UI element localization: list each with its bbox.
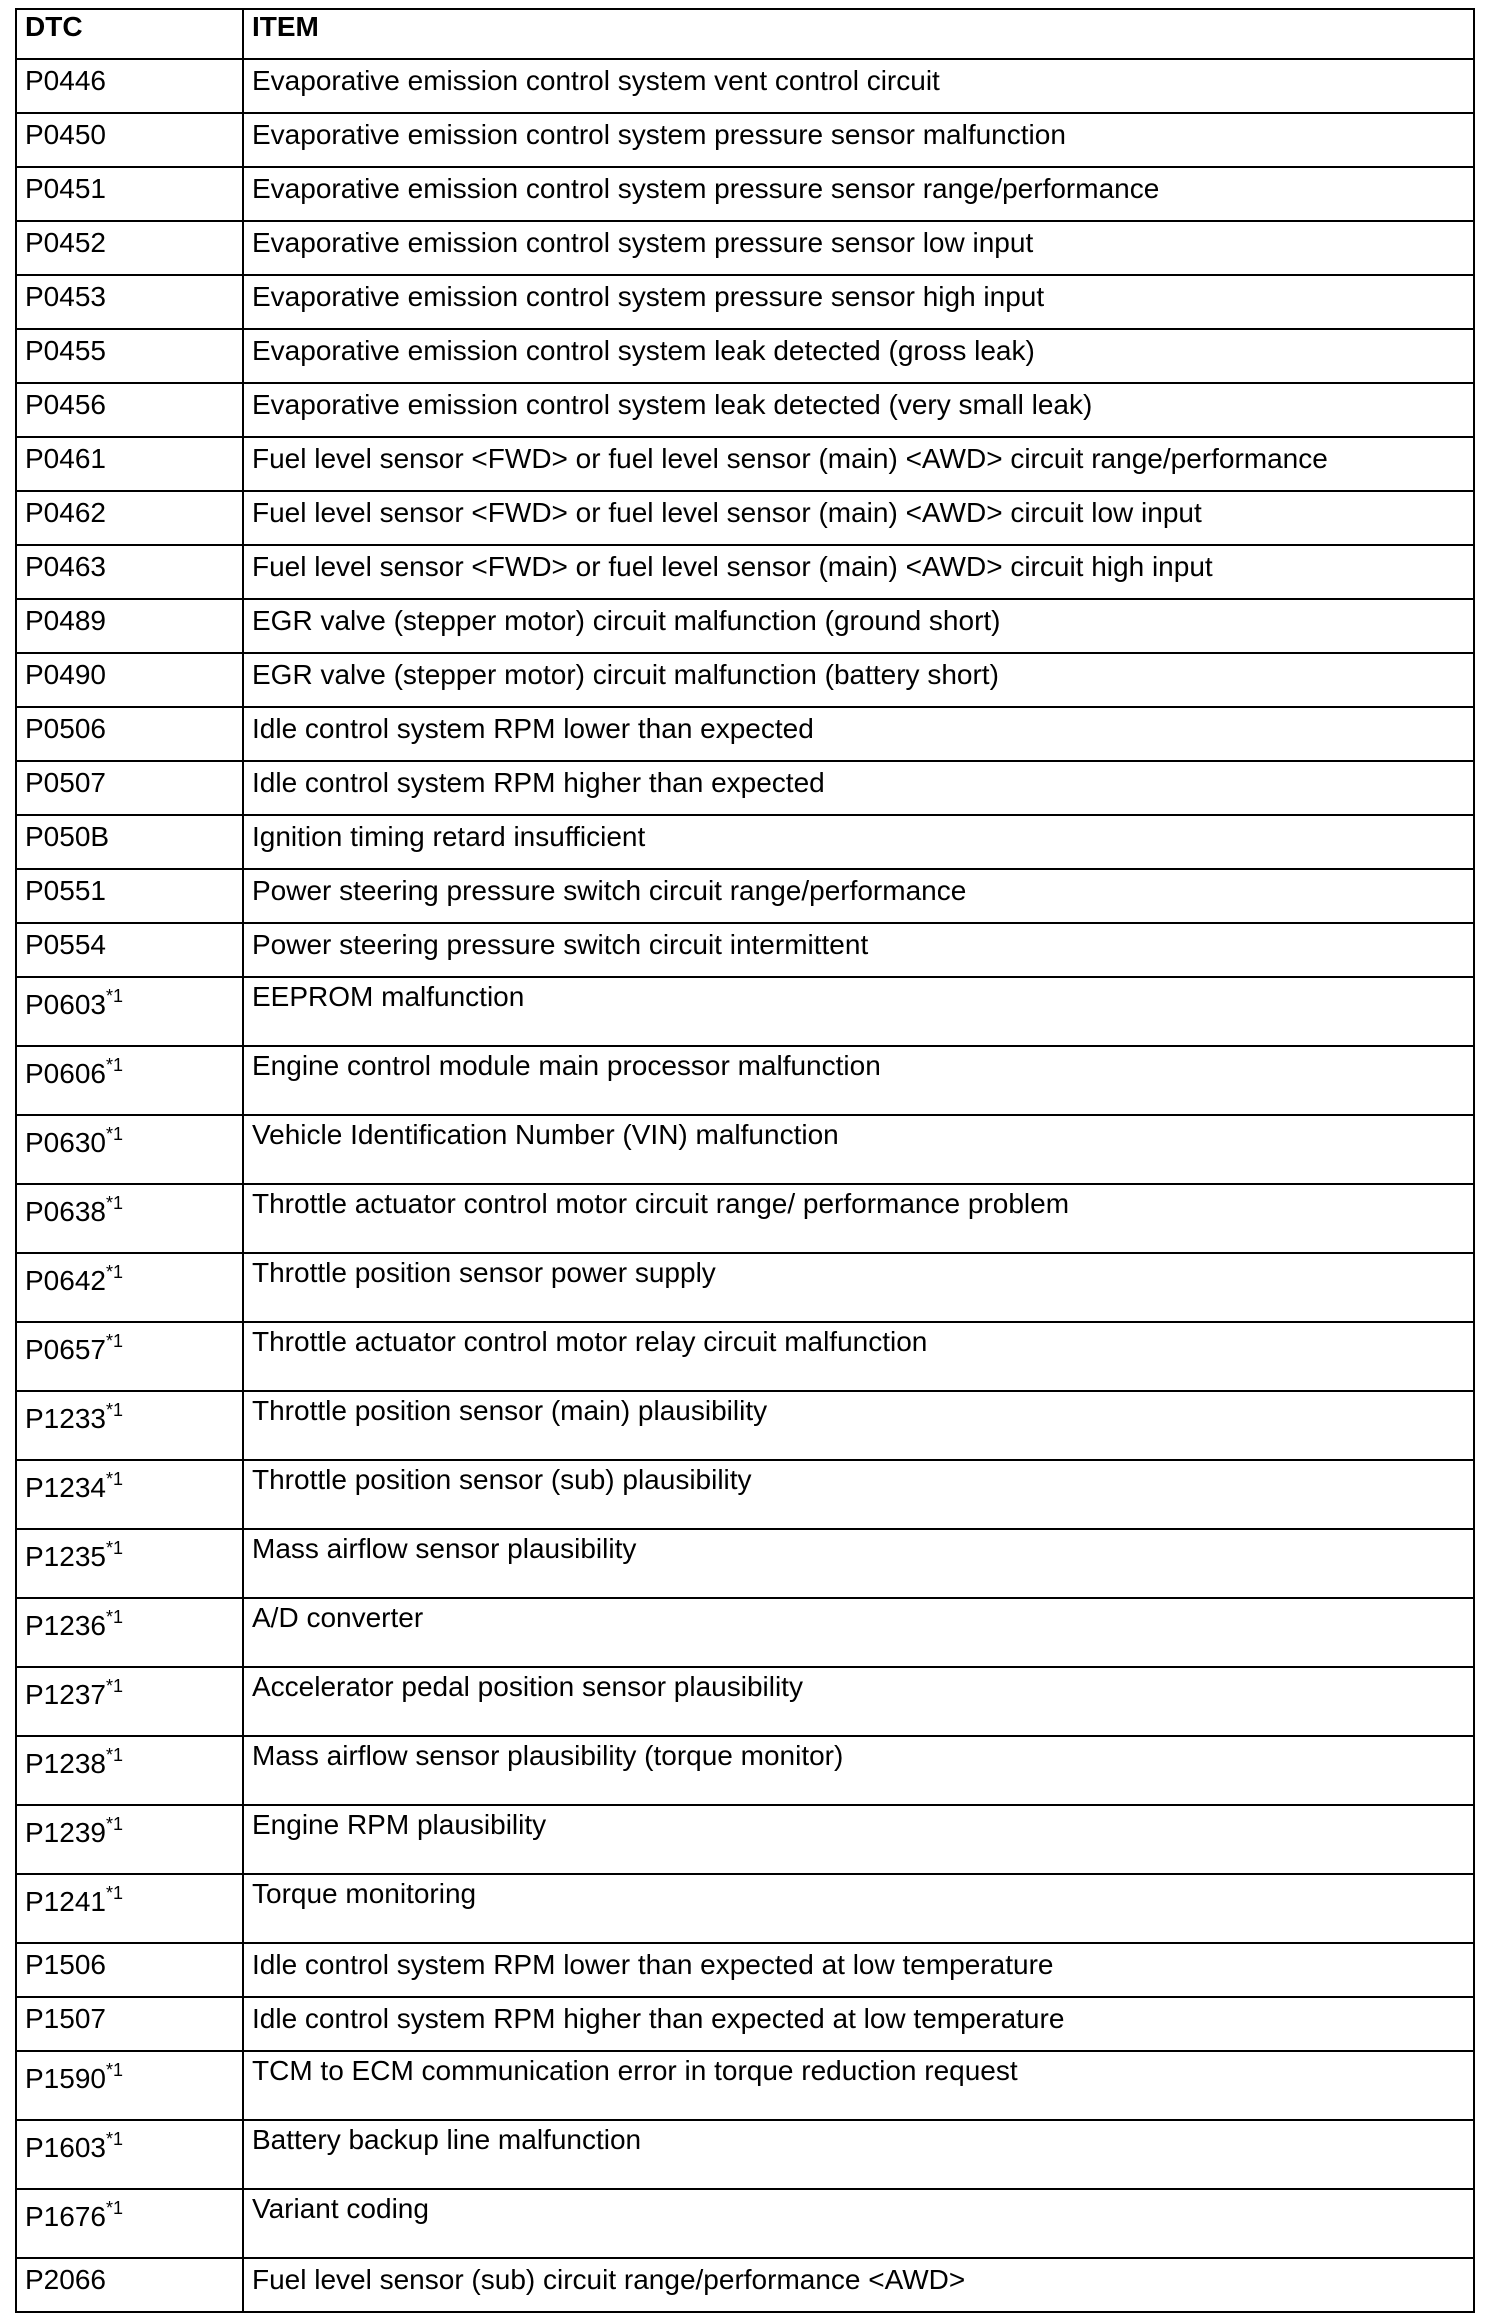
dtc-code-cell (16, 869, 243, 923)
dtc-code-cell (16, 1736, 243, 1805)
table-row (16, 1253, 1474, 1322)
table-row (16, 329, 1474, 383)
table-row (16, 275, 1474, 329)
dtc-item-cell: Torque monitoring (243, 1874, 1474, 1943)
dtc-item-cell: Power steering pressure switch circuit intermittent (243, 923, 1474, 977)
dtc-item-cell: Evaporative emission control system pressure sensor high input (243, 275, 1474, 329)
dtc-code: P0456 (25, 389, 106, 420)
dtc-code: P0642 (25, 1265, 106, 1296)
dtc-code: P0603 (25, 989, 106, 1020)
footnote-marker: *1 (105, 2128, 123, 2149)
footnote-marker: *1 (105, 1054, 123, 1075)
dtc-item-cell: Power steering pressure switch circuit range/performance (243, 869, 1474, 923)
dtc-code-cell (16, 1667, 243, 1736)
dtc-code: P0450 (25, 119, 106, 150)
dtc-code-cell (16, 275, 243, 329)
dtc-code: P0489 (25, 605, 106, 636)
dtc-code-cell (16, 167, 243, 221)
dtc-item-cell: Evaporative emission control system vent control circuit (243, 59, 1474, 113)
footnote-marker: *1 (105, 1675, 123, 1696)
dtc-code-cell (16, 1460, 243, 1529)
dtc-item-cell: Engine control module main processor malfunction (243, 1046, 1474, 1115)
dtc-code: P0606 (25, 1058, 106, 1089)
table-row (16, 1460, 1474, 1529)
dtc-item-cell: TCM to ECM communication error in torque reduction request (243, 2051, 1474, 2120)
dtc-code: P0554 (25, 929, 106, 960)
dtc-item-cell: Battery backup line malfunction (243, 2120, 1474, 2189)
dtc-code: P1233 (25, 1403, 106, 1434)
dtc-item-cell: EEPROM malfunction (243, 977, 1474, 1046)
dtc-item-cell: Mass airflow sensor plausibility (torque monitor) (243, 1736, 1474, 1805)
table-header-row (16, 9, 1474, 59)
table-row (16, 977, 1474, 1046)
table-row (16, 545, 1474, 599)
footnote-marker: *1 (105, 1192, 123, 1213)
table-row (16, 59, 1474, 113)
dtc-item-cell: Idle control system RPM lower than expected (243, 707, 1474, 761)
dtc-code-cell (16, 1253, 243, 1322)
dtc-item-cell: Fuel level sensor <FWD> or fuel level sensor (main) <AWD> circuit range/performance (243, 437, 1474, 491)
footnote-marker: *1 (105, 1330, 123, 1351)
dtc-code-cell (16, 761, 243, 815)
table-row (16, 1391, 1474, 1460)
dtc-item-cell: Engine RPM plausibility (243, 1805, 1474, 1874)
dtc-item-cell: Fuel level sensor <FWD> or fuel level sensor (main) <AWD> circuit high input (243, 545, 1474, 599)
table-row (16, 1115, 1474, 1184)
dtc-code: P0452 (25, 227, 106, 258)
dtc-item-cell: Idle control system RPM higher than expected at low temperature (243, 1997, 1474, 2051)
dtc-code: P0463 (25, 551, 106, 582)
table-row (16, 869, 1474, 923)
dtc-code: P1235 (25, 1541, 106, 1572)
table-row (16, 2189, 1474, 2258)
table-row (16, 923, 1474, 977)
dtc-code-cell (16, 1115, 243, 1184)
dtc-code: P0462 (25, 497, 106, 528)
dtc-code: P2066 (25, 2264, 106, 2295)
dtc-code-cell (16, 923, 243, 977)
footnote-marker: *1 (105, 1399, 123, 1420)
footnote-marker: *1 (105, 1123, 123, 1144)
dtc-code: P1506 (25, 1949, 106, 1980)
dtc-item-cell: EGR valve (stepper motor) circuit malfunction (ground short) (243, 599, 1474, 653)
dtc-code-cell (16, 221, 243, 275)
dtc-code-cell (16, 707, 243, 761)
dtc-code-cell (16, 1184, 243, 1253)
table-row (16, 1874, 1474, 1943)
dtc-item-cell: Accelerator pedal position sensor plausibility (243, 1667, 1474, 1736)
table-row (16, 437, 1474, 491)
column-header-dtc: DTC (16, 9, 243, 59)
dtc-code: P0551 (25, 875, 106, 906)
dtc-code-cell (16, 437, 243, 491)
dtc-code: P0507 (25, 767, 106, 798)
dtc-code-cell (16, 2051, 243, 2120)
dtc-code: P1603 (25, 2132, 106, 2163)
dtc-code-cell (16, 383, 243, 437)
dtc-code-cell (16, 545, 243, 599)
dtc-item-cell: Vehicle Identification Number (VIN) malfunction (243, 1115, 1474, 1184)
dtc-code: P0638 (25, 1196, 106, 1227)
dtc-item-cell: Throttle actuator control motor circuit range/ performance problem (243, 1184, 1474, 1253)
dtc-code-cell (16, 977, 243, 1046)
dtc-code: P0451 (25, 173, 106, 204)
dtc-code: P0506 (25, 713, 106, 744)
dtc-item-cell: Throttle position sensor (sub) plausibility (243, 1460, 1474, 1529)
dtc-code: P1590 (25, 2063, 106, 2094)
table-row (16, 815, 1474, 869)
table-row (16, 1997, 1474, 2051)
dtc-item-cell: EGR valve (stepper motor) circuit malfunction (battery short) (243, 653, 1474, 707)
footnote-marker: *1 (105, 2197, 123, 2218)
dtc-code-cell (16, 2189, 243, 2258)
dtc-code-cell (16, 1943, 243, 1997)
table-row (16, 761, 1474, 815)
table-row (16, 221, 1474, 275)
dtc-code-cell (16, 1322, 243, 1391)
dtc-item-cell: Idle control system RPM higher than expected (243, 761, 1474, 815)
dtc-code-cell (16, 2120, 243, 2189)
dtc-item-cell: Variant coding (243, 2189, 1474, 2258)
table-row (16, 1598, 1474, 1667)
dtc-code-cell (16, 1391, 243, 1460)
dtc-code: P1241 (25, 1886, 106, 1917)
footnote-marker: *1 (105, 1744, 123, 1765)
dtc-item-cell: Throttle position sensor power supply (243, 1253, 1474, 1322)
dtc-code: P0490 (25, 659, 106, 690)
footnote-marker: *1 (105, 985, 123, 1006)
dtc-code-cell (16, 59, 243, 113)
dtc-item-cell: Evaporative emission control system leak detected (gross leak) (243, 329, 1474, 383)
dtc-item-cell: Mass airflow sensor plausibility (243, 1529, 1474, 1598)
dtc-item-cell: Evaporative emission control system pressure sensor malfunction (243, 113, 1474, 167)
table-row (16, 707, 1474, 761)
dtc-code: P1239 (25, 1817, 106, 1848)
footnote-marker: *1 (105, 1261, 123, 1282)
table-row (16, 1322, 1474, 1391)
table-row (16, 2051, 1474, 2120)
dtc-code: P0461 (25, 443, 106, 474)
dtc-code-cell (16, 2258, 243, 2312)
dtc-code: P1234 (25, 1472, 106, 1503)
dtc-item-cell: Idle control system RPM lower than expected at low temperature (243, 1943, 1474, 1997)
dtc-code-cell (16, 1997, 243, 2051)
footnote-marker: *1 (105, 1813, 123, 1834)
table-row (16, 167, 1474, 221)
footnote-marker: *1 (105, 1882, 123, 1903)
table-row (16, 113, 1474, 167)
dtc-code: P1236 (25, 1610, 106, 1641)
footnote-marker: *1 (105, 1468, 123, 1489)
footnote-marker: *1 (105, 1537, 123, 1558)
dtc-code-cell (16, 1529, 243, 1598)
footnote-marker: *1 (105, 1606, 123, 1627)
dtc-code: P050B (25, 821, 110, 852)
table-row (16, 653, 1474, 707)
dtc-code: P1507 (25, 2003, 106, 2034)
dtc-item-cell: Evaporative emission control system pressure sensor range/performance (243, 167, 1474, 221)
column-header-item: ITEM (243, 9, 1474, 59)
dtc-code-cell (16, 1598, 243, 1667)
dtc-code-cell (16, 1805, 243, 1874)
dtc-code-cell (16, 329, 243, 383)
dtc-code: P0657 (25, 1334, 106, 1365)
dtc-code: P0630 (25, 1127, 106, 1158)
dtc-code: P0446 (25, 65, 106, 96)
dtc-item-cell: Fuel level sensor <FWD> or fuel level sensor (main) <AWD> circuit low input (243, 491, 1474, 545)
dtc-item-cell: Evaporative emission control system leak detected (very small leak) (243, 383, 1474, 437)
dtc-code-cell (16, 653, 243, 707)
dtc-item-cell: Fuel level sensor (sub) circuit range/performance <AWD> (243, 2258, 1474, 2312)
dtc-code: P0455 (25, 335, 106, 366)
dtc-code-cell (16, 815, 243, 869)
table-row (16, 2258, 1474, 2312)
dtc-code-cell (16, 113, 243, 167)
table-row (16, 1529, 1474, 1598)
dtc-item-cell: Evaporative emission control system pressure sensor low input (243, 221, 1474, 275)
table-row (16, 1184, 1474, 1253)
dtc-code: P1237 (25, 1679, 106, 1710)
table-row (16, 1667, 1474, 1736)
table-row (16, 599, 1474, 653)
table-row (16, 1805, 1474, 1874)
dtc-item-cell: A/D converter (243, 1598, 1474, 1667)
dtc-code-cell (16, 599, 243, 653)
dtc-item-cell: Throttle actuator control motor relay circuit malfunction (243, 1322, 1474, 1391)
footnote-marker: *1 (105, 2059, 123, 2080)
table-row (16, 383, 1474, 437)
table-row (16, 1046, 1474, 1115)
dtc-code: P1238 (25, 1748, 106, 1779)
dtc-code-cell (16, 1874, 243, 1943)
table-row (16, 1736, 1474, 1805)
table-body (16, 59, 1474, 2312)
dtc-table (15, 8, 1475, 2313)
table-row (16, 491, 1474, 545)
table-row (16, 1943, 1474, 1997)
dtc-code-cell (16, 1046, 243, 1115)
dtc-item-cell: Throttle position sensor (main) plausibility (243, 1391, 1474, 1460)
dtc-item-cell: Ignition timing retard insufficient (243, 815, 1474, 869)
dtc-code-cell (16, 491, 243, 545)
table-row (16, 2120, 1474, 2189)
dtc-code: P1676 (25, 2201, 106, 2232)
dtc-code: P0453 (25, 281, 106, 312)
